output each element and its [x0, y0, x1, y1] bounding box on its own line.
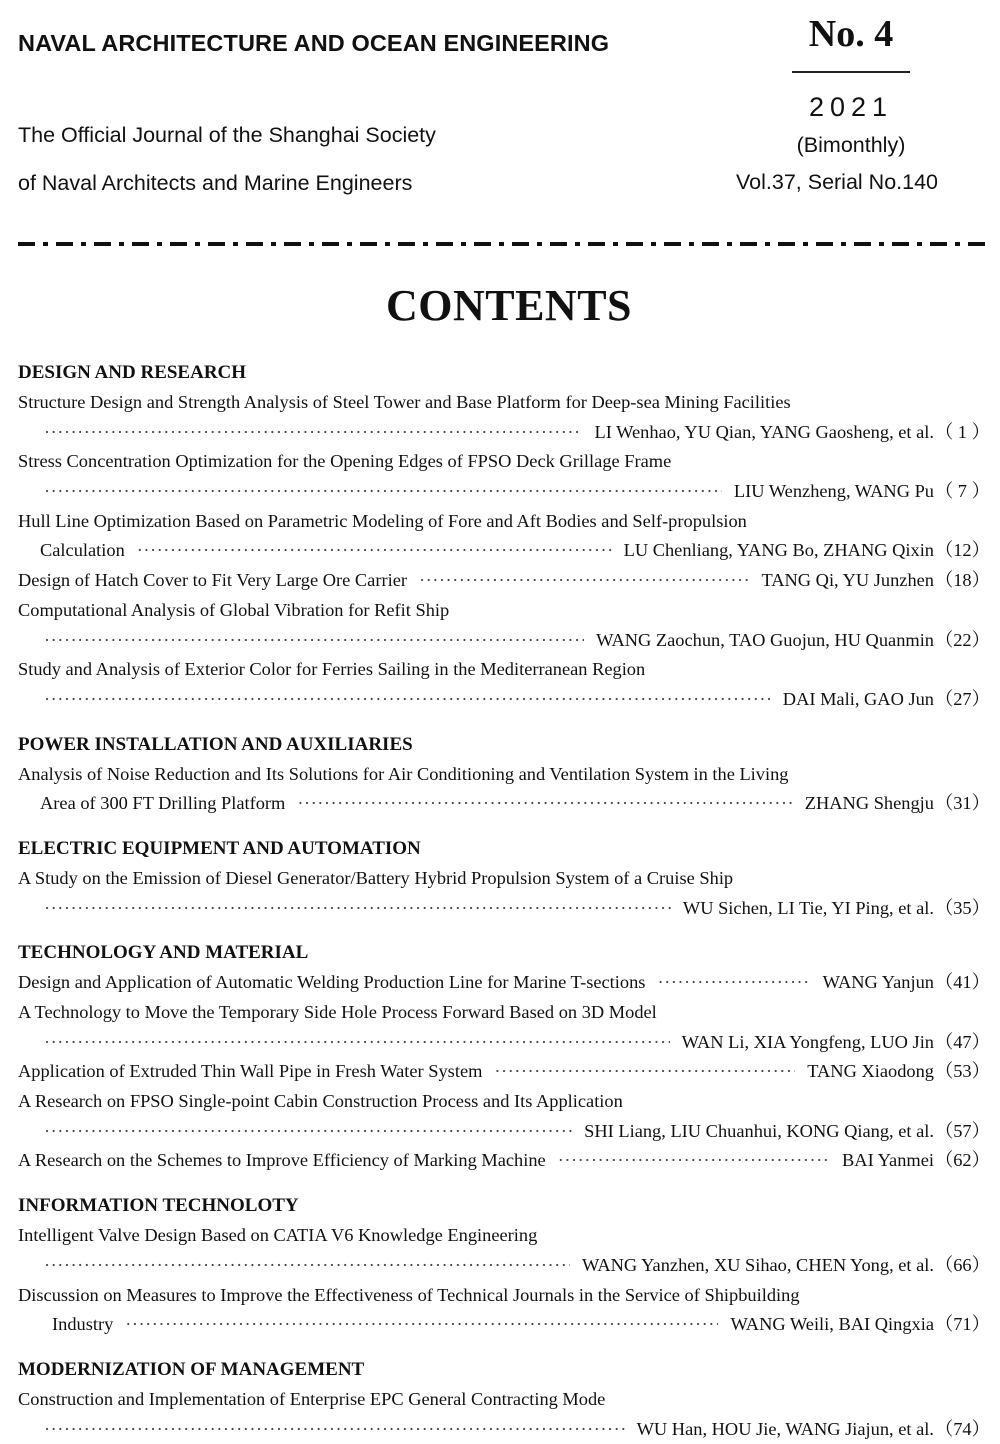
article-authors: DAI Mali, GAO Jun — [782, 688, 934, 709]
dot-leader — [558, 1146, 830, 1176]
toc-entry-tail — [18, 1028, 990, 1058]
article-title[interactable]: Computational Analysis of Global Vibration for Refit Ship — [18, 599, 450, 620]
toc-entry-tail — [18, 685, 990, 715]
article-page[interactable]: （18） — [934, 570, 990, 591]
toc-entry-tail — [18, 894, 990, 924]
section-title: MODERNIZATION OF MANAGEMENT — [18, 1358, 365, 1380]
article-page[interactable]: （53） — [934, 1061, 990, 1082]
dot-leader — [44, 685, 771, 715]
journal-header — [0, 0, 1000, 240]
article-page[interactable]: （22） — [934, 629, 990, 650]
article-title-continued[interactable]: Calculation — [40, 540, 125, 561]
toc-entry — [18, 566, 990, 596]
article-title[interactable]: Discussion on Measures to Improve the Effectiveness of Technical Journals in the Service of Shipbuilding — [18, 1284, 800, 1305]
article-page[interactable]: （74） — [934, 1418, 990, 1439]
dot-leader — [44, 418, 582, 448]
article-authors: WU Han, HOU Jie, WANG Jiajun, et al. — [636, 1418, 934, 1439]
article-authors: LU Chenliang, YANG Bo, ZHANG Qixin — [623, 540, 934, 561]
volume-serial: Vol.37, Serial No.140 — [736, 170, 938, 194]
toc-entry-tail — [18, 536, 990, 566]
article-authors: SHI Liang, LIU Chuanhui, KONG Qiang, et al. — [584, 1120, 934, 1141]
dot-leader — [44, 1251, 570, 1281]
journal-title: NAVAL ARCHITECTURE AND OCEAN ENGINEERING — [18, 30, 610, 56]
article-page[interactable]: （62） — [934, 1150, 990, 1171]
dot-leader — [44, 894, 671, 924]
article-title[interactable]: Structure Design and Strength Analysis of Steel Tower and Base Platform for Deep-sea Mining Facilities — [18, 392, 791, 412]
section-gap — [18, 1340, 990, 1355]
article-title-continued[interactable]: Area of 300 FT Drilling Platform — [40, 793, 286, 814]
dot-leader — [494, 1057, 795, 1087]
article-page[interactable]: （ 1 ） — [934, 421, 990, 442]
dot-leader — [44, 1028, 670, 1058]
dot-leader — [419, 566, 749, 596]
article-page[interactable]: （47） — [934, 1031, 990, 1052]
article-title[interactable]: A Research on the Schemes to Improve Efficiency of Marking Machine — [18, 1150, 546, 1171]
article-title-continued[interactable]: Industry — [52, 1314, 114, 1335]
article-page[interactable]: （66） — [934, 1254, 990, 1275]
article-title[interactable]: A Study on the Emission of Diesel Generator/Battery Hybrid Propulsion System of a Cruise Ship — [18, 867, 734, 888]
article-title[interactable]: Stress Concentration Optimization for the Opening Edges of FPSO Deck Grillage Frame — [18, 451, 672, 472]
article-authors: ZHANG Shengju — [804, 793, 934, 814]
toc-entry-tail — [18, 1415, 990, 1444]
article-authors: WU Sichen, LI Tie, YI Ping, et al. — [682, 897, 934, 918]
toc-entry-tail — [18, 418, 990, 448]
article-title[interactable]: Construction and Implementation of Enterprise EPC General Contracting Mode — [18, 1388, 606, 1409]
dot-leader — [44, 1415, 625, 1444]
toc-entry — [18, 1057, 990, 1087]
article-authors: WANG Weili, BAI Qingxia — [730, 1314, 934, 1335]
article-title[interactable]: Analysis of Noise Reduction and Its Solutions for Air Conditioning and Ventilation System in the Living — [18, 763, 789, 784]
article-authors: TANG Xiaodong — [807, 1061, 934, 1082]
issue-number: No. 4 — [808, 13, 894, 55]
article-authors: LIU Wenzheng, WANG Pu — [733, 481, 934, 502]
dot-leader — [44, 626, 584, 656]
section-title: ELECTRIC EQUIPMENT AND AUTOMATION — [18, 837, 421, 859]
toc-entry — [18, 968, 990, 998]
article-page[interactable]: （57） — [934, 1120, 990, 1141]
contents-heading: CONTENTS — [385, 281, 633, 330]
article-authors: TANG Qi, YU Junzhen — [761, 570, 934, 591]
article-title[interactable]: Intelligent Valve Design Based on CATIA V6 Knowledge Engineering — [18, 1225, 538, 1246]
dot-leader — [44, 1117, 572, 1147]
toc-entry-tail — [18, 626, 990, 656]
toc-entry-tail — [18, 1251, 990, 1281]
toc-entry-tail — [18, 789, 990, 819]
article-page[interactable]: （27） — [934, 688, 990, 709]
article-authors: WANG Zaochun, TAO Guojun, HU Quanmin — [596, 629, 934, 650]
section-gap — [18, 923, 990, 938]
article-title[interactable]: Application of Extruded Thin Wall Pipe in Fresh Water System — [18, 1061, 483, 1082]
section-gap — [18, 1176, 990, 1191]
dash-dot-divider — [18, 242, 988, 246]
article-title[interactable]: Study and Analysis of Exterior Color for Ferries Sailing in the Mediterranean Region — [18, 659, 646, 680]
article-authors: WANG Yanzhen, XU Sihao, CHEN Yong, et al. — [582, 1254, 934, 1275]
toc-entry-tail — [18, 1310, 990, 1340]
article-title[interactable]: A Research on FPSO Single-point Cabin Construction Process and Its Application — [18, 1091, 623, 1112]
article-title[interactable]: Design and Application of Automatic Welding Production Line for Marine T-sections — [18, 972, 646, 993]
dot-leader — [44, 477, 722, 507]
article-page[interactable]: （31） — [934, 793, 990, 814]
dot-leader — [657, 968, 810, 998]
table-of-contents — [18, 358, 990, 1444]
article-authors: BAI Yanmei — [842, 1150, 934, 1171]
section-gap — [18, 715, 990, 730]
article-authors: WAN Li, XIA Yongfeng, LUO Jin — [681, 1031, 934, 1052]
issue-frequency: (Bimonthly) — [796, 133, 906, 157]
dot-leader — [297, 789, 792, 819]
section-title: DESIGN AND RESEARCH — [18, 362, 247, 383]
toc-entry — [18, 1146, 990, 1176]
toc-entry-tail — [18, 1117, 990, 1147]
section-gap — [18, 819, 990, 834]
article-page[interactable]: （71） — [934, 1314, 990, 1335]
section-title: TECHNOLOGY AND MATERIAL — [18, 942, 309, 964]
article-title[interactable]: Design of Hatch Cover to Fit Very Large Ore Carrier — [18, 570, 407, 591]
article-page[interactable]: （12） — [934, 540, 990, 561]
issue-underline — [792, 71, 910, 73]
article-authors: LI Wenhao, YU Qian, YANG Gaosheng, et al. — [594, 421, 934, 442]
dot-leader — [137, 536, 612, 566]
article-title[interactable]: A Technology to Move the Temporary Side Hole Process Forward Based on 3D Model — [18, 1002, 657, 1022]
dot-leader — [125, 1310, 718, 1340]
article-title[interactable]: Hull Line Optimization Based on Parametric Modeling of Fore and Aft Bodies and Self-propulsion — [18, 510, 747, 531]
section-title: INFORMATION TECHNOLOTY — [18, 1195, 299, 1217]
article-page[interactable]: （ 7 ） — [934, 481, 990, 502]
issue-year: 2021 — [808, 92, 894, 122]
article-page[interactable]: （35） — [934, 897, 990, 918]
article-page[interactable]: （41） — [934, 972, 990, 993]
toc-entry-tail — [18, 477, 990, 507]
section-title: POWER INSTALLATION AND AUXILIARIES — [18, 733, 413, 755]
journal-subtitle-line1: The Official Journal of the Shanghai Society — [18, 123, 436, 147]
article-authors: WANG Yanjun — [822, 972, 934, 993]
journal-subtitle-line2: of Naval Architects and Marine Engineers — [18, 171, 413, 195]
